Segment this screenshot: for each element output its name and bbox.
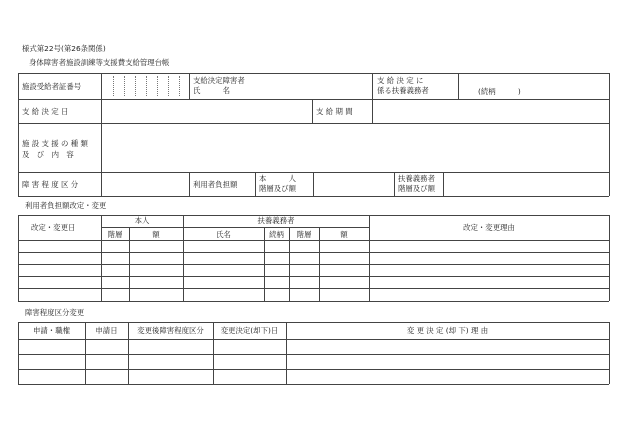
period-label: 支 給 期 間: [316, 107, 353, 116]
app-date-header: 申請日: [95, 326, 118, 335]
form-title: 身体障害者施設訓練等支援費支給管理台帳: [29, 58, 170, 67]
guardian-tier-amount-label: 階層及び額: [398, 184, 435, 193]
principal-label: 本 人: [259, 174, 296, 183]
guardian-tier-label: 扶養義務者: [398, 174, 435, 183]
user-burden-label: 利用者負担額: [193, 180, 238, 189]
class-reason-header: 変 更 決 定 (却 下) 理 由: [406, 326, 489, 335]
class-decision-date-header: 変更決定(却下)日: [220, 326, 279, 335]
decision-date-label: 支 給 決 定 日: [22, 107, 69, 116]
guardian-tier-header: 階層: [296, 230, 312, 239]
recipient-label: 支給決定障害者: [193, 76, 245, 85]
burden-change-title: 利用者負担額改定・変更: [25, 201, 107, 210]
guardian-amount-header: 額: [340, 230, 348, 239]
application-header: 申請・職権: [33, 326, 70, 335]
facility-id-label: 施設受給者証番号: [22, 82, 82, 91]
new-class-header: 変更後障害程度区分: [137, 326, 204, 335]
support-type-label: 施 設 支 援 の 種 類: [22, 139, 88, 148]
burden-reason-header: 改定・変更理由: [463, 223, 515, 232]
guardian-header: 扶養義務者: [257, 216, 295, 225]
support-content-label: 及 び 内 容: [22, 150, 74, 159]
principal-header: 本人: [134, 216, 150, 225]
guardian-label: 支 給 決 定 に: [377, 76, 424, 85]
recipient-name-label: 氏 名: [193, 86, 230, 95]
burden-date-header: 改定・変更日: [31, 223, 76, 232]
principal-tier-label: 階層及び額: [259, 184, 296, 193]
form-number: 様式第22号(第26条関係): [22, 44, 106, 53]
guardian-label-2: 係る扶養義務者: [377, 86, 429, 95]
guardian-name-header: 氏名: [216, 230, 231, 239]
guardian-relation-header: 続柄: [269, 230, 284, 239]
principal-tier-header: 階層: [107, 230, 123, 239]
class-change-title: 障害程度区分変更: [25, 308, 85, 317]
disability-class-label: 障 害 程 度 区 分: [22, 180, 79, 189]
relation-label: (続柄 ): [478, 87, 521, 96]
principal-amount-header: 額: [152, 230, 160, 239]
